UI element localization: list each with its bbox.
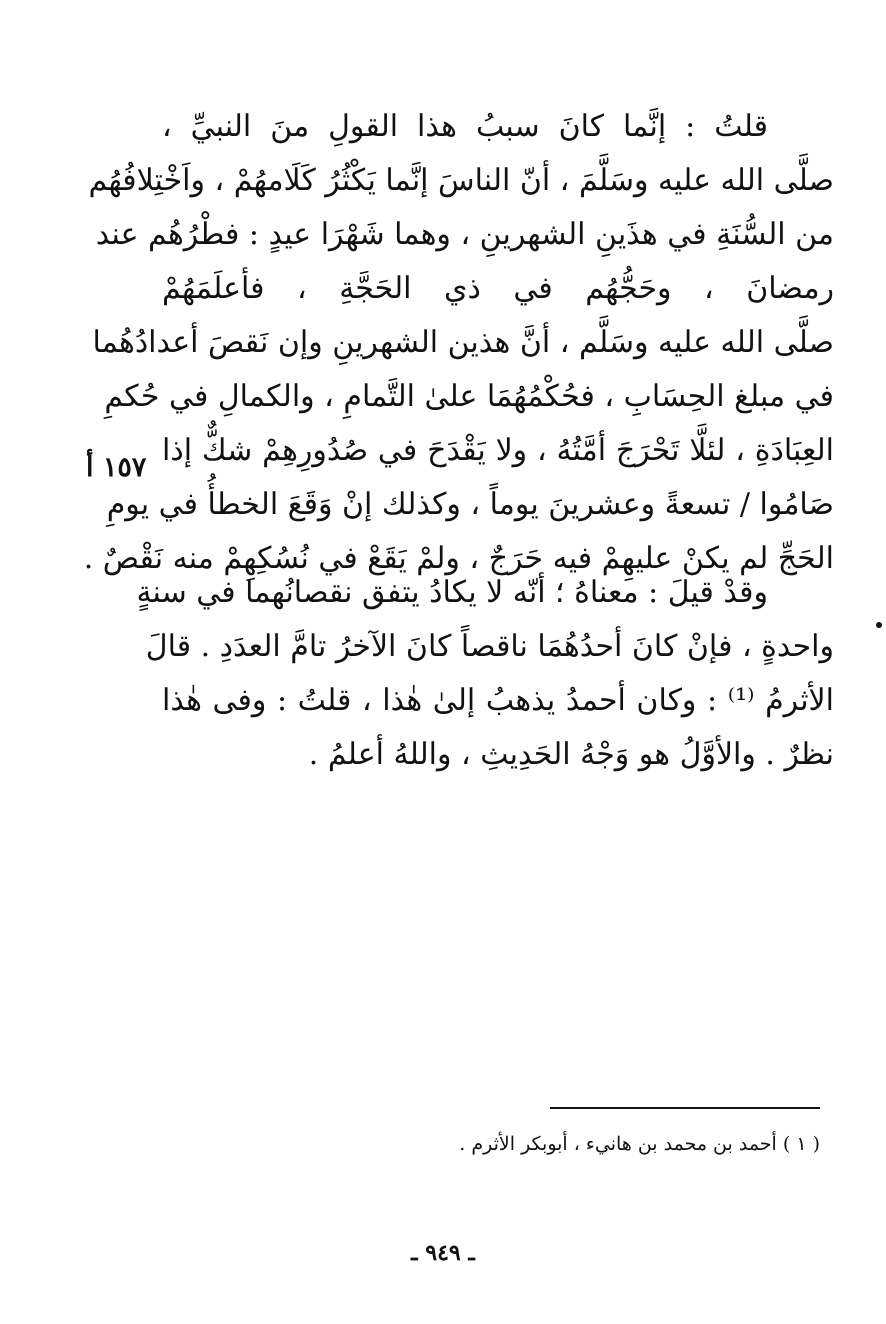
text-line: في مبلغ الحِسَابِ ، فحُكْمُهُمَا علىٰ التَّمامِ ، والكمالِ في حُكمِ [104,379,834,414]
footnote: ( ١ ) أحمد بن محمد بن هانيء ، أبوبكر الأثرم . [459,1133,820,1155]
text-line: قلتُ : إنَّما كانَ سببُ هذا القولِ منَ النبيِّ ، [162,109,768,144]
text-line: صلَّى الله عليه وسَلَّمَ ، أنّ الناسَ إنَّما يَكْثُرُ كَلَامهُمْ ، واَخْتِلافُهُم [88,163,834,198]
text-line: وقدْ قيلَ : معناهُ ؛ أنّه لا يكادُ يتفق نقصانُهما في سنةٍ [136,575,768,610]
text-line: واحدةٍ ، فإنْ كانَ أحدُهُمَا ناقصاً كانَ الآخرُ تامَّ العدَدِ . قالَ [145,629,834,664]
text-line: صَامُوا / تسعةً وعشرينَ يوماً ، وكذلك إنْ وَقَعَ الخطأُ في يومِ [106,487,834,522]
text-line: صلَّى الله عليه وسَلَّم ، أنَّ هذين الشهرينِ وإن نَقصَ أعدادُهُما [92,325,834,360]
paragraph-2 [136,566,834,782]
text-line: الأثرمُ ⁽¹⁾ : وكان أحمدُ يذهبُ إلىٰ هٰذا ، قلتُ : وفى هٰذا [162,683,834,718]
page-number: ـ ٩٤٩ ـ [411,1240,475,1266]
text-line: نظرٌ . والأوَّلُ هو وَجْهُ الحَدِيثِ ، واللهُ أعلمُ . [308,737,834,772]
footnote-separator [550,1107,820,1109]
text-line: الحَجِّ لم يكنْ عليهِمْ فيه حَرَجٌ ، ولمْ يَقَعْ في نُسُكِهِمْ منه نَقْصٌ . [83,541,834,576]
manuscript-folio-marker: ١٥٧ أ [86,452,147,483]
margin-dot [876,622,882,628]
text-line: رمضانَ ، وحَجُّهُم في ذي الحَجَّةِ ، فأعلَمَهُمْ [162,271,834,306]
text-line: من السُّنَةِ في هذَينِ الشهرينِ ، وهما شَهْرَا عيدٍ : فطْرُهُم عند [95,217,834,252]
text-line: العِبَادَةِ ، لئلَّا تَحْرَجَ أمَّتُهُ ، ولا يَقْدَحَ في صُدُورِهِمْ شكٌّ إذا [162,433,834,468]
